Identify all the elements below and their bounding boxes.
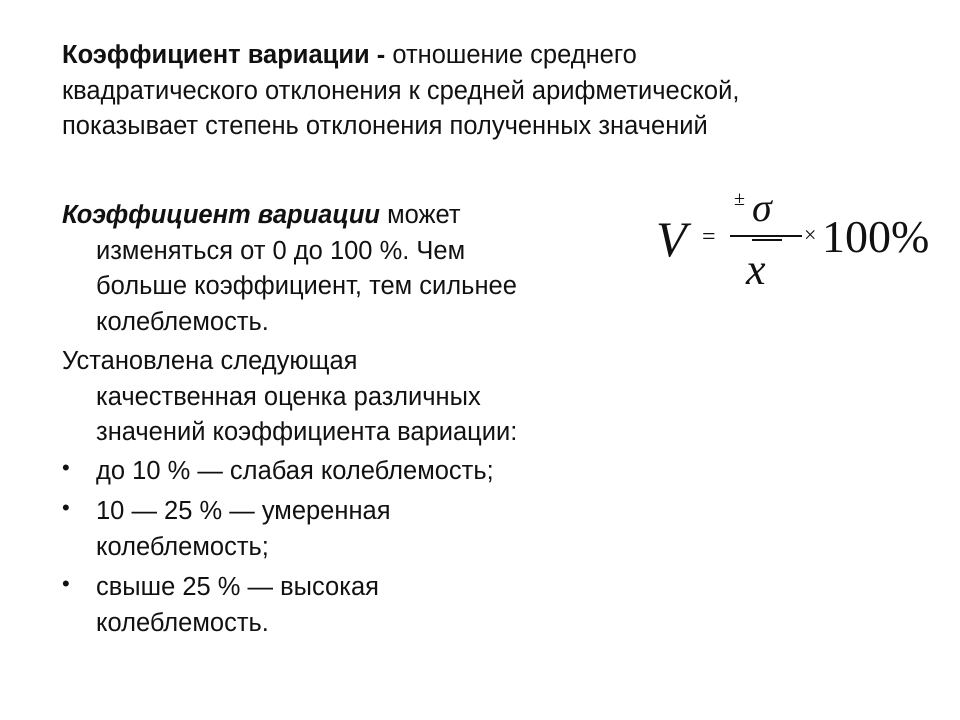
formula-equals: =: [702, 224, 716, 250]
assessment-line-1: Установлена следующая: [62, 347, 358, 375]
bullet-line-2: колеблемость.: [96, 608, 269, 637]
bullet-item: [62, 494, 622, 565]
bullet-marker: •: [62, 495, 70, 520]
formula-lhs: V: [656, 211, 687, 267]
bullet-line-2: колеблемость;: [96, 532, 269, 561]
bullet-line-1: 10 — 25 % — умеренная: [96, 497, 391, 525]
range-term: Коэффициент вариации: [62, 201, 380, 229]
variation-coefficient-formula: [640, 185, 940, 298]
mean-bar: [752, 239, 782, 241]
definition-paragraph: [62, 38, 822, 145]
formula-denominator: x: [746, 245, 766, 294]
range-line-2: изменяться от 0 до 100 %. Чем: [96, 236, 466, 265]
fraction-line: [730, 235, 802, 237]
range-line-1: [62, 198, 632, 234]
assessment-paragraph: [62, 344, 632, 451]
range-paragraph: [62, 198, 632, 340]
bullet-item: [62, 570, 622, 641]
definition-text: отношение среднего квадратического отклонения к средней арифметической, показывает степень отклонения полученных значений: [62, 41, 740, 140]
bullet-item: [62, 454, 622, 490]
bullet-marker: •: [62, 571, 70, 596]
assessment-line-2: качественная оценка различных: [96, 382, 481, 411]
formula-numerator: σ: [752, 185, 772, 230]
range-line-4: колеблемость.: [96, 307, 269, 336]
bullet-line-1: свыше 25 % — высокая: [96, 573, 379, 601]
formula-times: ×: [804, 222, 817, 247]
bullet-line-1: до 10 % — слабая колеблемость;: [96, 457, 494, 485]
range-line-1-rest: может: [379, 201, 461, 229]
formula-plus-minus: ±: [734, 188, 745, 210]
bullet-marker: •: [62, 455, 70, 480]
assessment-line-3: значений коэффициента вариации:: [96, 418, 518, 446]
range-line-3: больше коэффициент, тем сильнее: [96, 272, 517, 300]
definition-term: Коэффициент вариации -: [62, 41, 386, 69]
formula-multiplier: 100%: [822, 211, 930, 262]
